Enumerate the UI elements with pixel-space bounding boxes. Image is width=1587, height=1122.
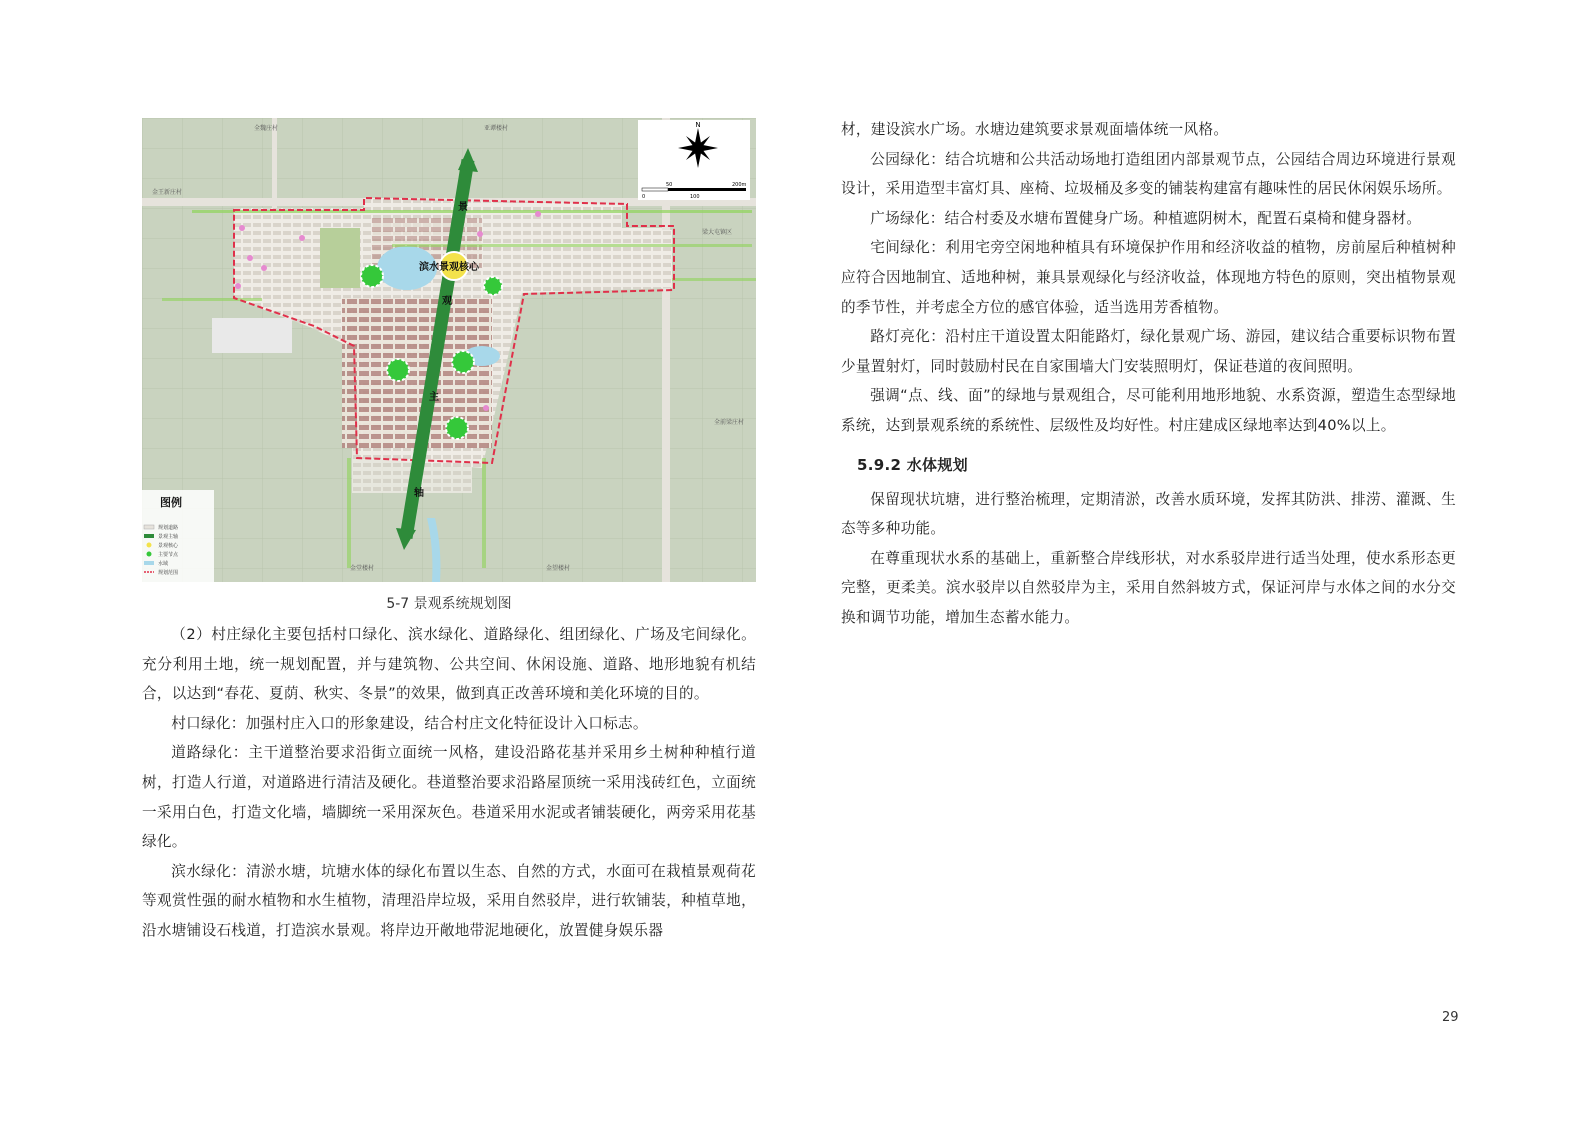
node-marker xyxy=(387,359,409,381)
village-label: 亚谭楼村 xyxy=(484,125,509,132)
village-label: 全前梁庄村 xyxy=(714,419,745,426)
map-graphic xyxy=(142,118,756,582)
north-label: N xyxy=(695,121,701,129)
paragraph: 公园绿化：结合坑塘和公共活动场地打造组团内部景观节点，公园结合周边环境进行景观设计，采用造型丰富灯具、座椅、垃圾桶及多变的铺装构建富有趣味性的居民休闲娱乐场所。 xyxy=(841,150,1456,198)
core-label: 滨水景观核心 xyxy=(419,262,479,273)
paragraph: 宅间绿化：利用宅旁空闲地种植具有环境保护作用和经济收益的植物，房前屋后种植树种应符合因地制宜、适地种树，兼具景观绿化与经济收益，体现地方特色的原则，突出植物景观的季节性，并考虑全方位的感官体验，适当选用芳香植物。 xyxy=(841,239,1456,316)
axis-char: 景 xyxy=(458,202,468,213)
node-marker xyxy=(484,277,502,295)
village-label: 全魏庄村 xyxy=(254,125,279,132)
village-label: 梁大屯镇区 xyxy=(702,229,733,236)
axis-char: 轴 xyxy=(414,488,424,499)
paragraph: 村口绿化：加强村庄入口的形象建设，结合村庄文化特征设计入口标志。 xyxy=(171,714,648,732)
legend-item: 规划道路 xyxy=(158,525,179,531)
legend-item: 水域 xyxy=(158,561,169,567)
paragraph: （2）村庄绿化主要包括村口绿化、滨水绿化、道路绿化、组团绿化、广场及宅间绿化。充分利用土地，统一规划配置，并与建筑物、公共空间、休闲设施、道路、地形地貌有机结合，以达到“春花、夏荫、秋实、冬景”的效果，做到真正改善环境和美化环境的目的。 xyxy=(142,626,756,703)
legend-title: 图例 xyxy=(160,496,182,509)
village-label: 金堂楼村 xyxy=(350,565,375,572)
right-text-column xyxy=(841,115,1456,633)
paragraph: 道路绿化：主干道整治要求沿街立面统一风格，建设沿路花基并采用乡土树种种植行道树，打造人行道，对道路进行清洁及硬化。巷道整治要求沿路屋顶统一采用浅砖红色，立面统一采用白色，打造文化墙，墙脚统一采用深灰色。巷道采用水泥或者铺装硬化，两旁采用花基绿化。 xyxy=(142,744,756,851)
paragraph: 广场绿化：结合村委及水塘布置健身广场。种植遮阴树木，配置石桌椅和健身器材。 xyxy=(870,209,1422,227)
page-number: 29 xyxy=(1442,1010,1459,1025)
village-label: 金望楼村 xyxy=(546,565,571,572)
landscape-plan-map xyxy=(142,118,756,582)
paragraph-continuation: 材，建设滨水广场。水塘边建筑要求景观面墙体统一风格。 xyxy=(841,121,1229,138)
axis-char: 观 xyxy=(442,296,452,307)
figure-caption: 5-7 景观系统规划图 xyxy=(386,596,512,612)
paragraph: 保留现状坑塘，进行整治梳理，定期清淤，改善水质环境，发挥其防洪、排涝、灌溉、生态等多种功能。 xyxy=(841,490,1456,538)
legend-item: 主要节点 xyxy=(158,552,179,558)
scale-label: 0 xyxy=(642,194,646,200)
legend-item: 景观核心 xyxy=(158,543,179,549)
section-heading: 5.9.2 水体规划 xyxy=(857,455,968,474)
scale-label: 200m xyxy=(732,182,747,188)
paragraph: 强调“点、线、面”的绿地与景观组合，尽可能利用地形地貌、水系资源，塑造生态型绿地系统，达到景观系统的系统性、层级性及均好性。村庄建成区绿地率达到40%以上。 xyxy=(841,387,1456,434)
node-marker xyxy=(446,417,468,439)
legend-item: 景观主轴 xyxy=(158,534,179,540)
scale-label: 100 xyxy=(690,194,700,200)
legend-item: 规划范围 xyxy=(158,570,179,576)
node-marker xyxy=(361,265,383,287)
left-text-column xyxy=(142,620,756,946)
paragraph: 路灯亮化：沿村庄干道设置太阳能路灯，绿化景观广场、游园，建议结合重要标识物布置少量置射灯，同时鼓励村民在自家围墙大门安装照明灯，保证巷道的夜间照明。 xyxy=(841,328,1456,375)
village-label: 金王新庄村 xyxy=(152,189,183,196)
scale-label: 50 xyxy=(666,182,673,188)
axis-char: 主 xyxy=(429,392,439,403)
node-marker xyxy=(452,351,474,373)
paragraph: 滨水绿化：清淤水塘，坑塘水体的绿化布置以生态、自然的方式，水面可在栽植景观荷花等观赏性强的耐水植物和水生植物，清理沿岸垃圾，采用自然驳岸，进行软铺装，种植草地，沿水塘铺设石栈道，打造滨水景观。将岸边开敞地带泥地硬化，放置健身娱乐器 xyxy=(142,862,756,939)
paragraph: 在尊重现状水系的基础上，重新整合岸线形状，对水系驳岸进行适当处理，使水系形态更完整，更柔美。滨水驳岸以自然驳岸为主，采用自然斜坡方式，保证河岸与水体之间的水分交换和调节功能，增加生态蓄水能力。 xyxy=(841,549,1456,626)
greenhouse-block xyxy=(212,318,292,353)
